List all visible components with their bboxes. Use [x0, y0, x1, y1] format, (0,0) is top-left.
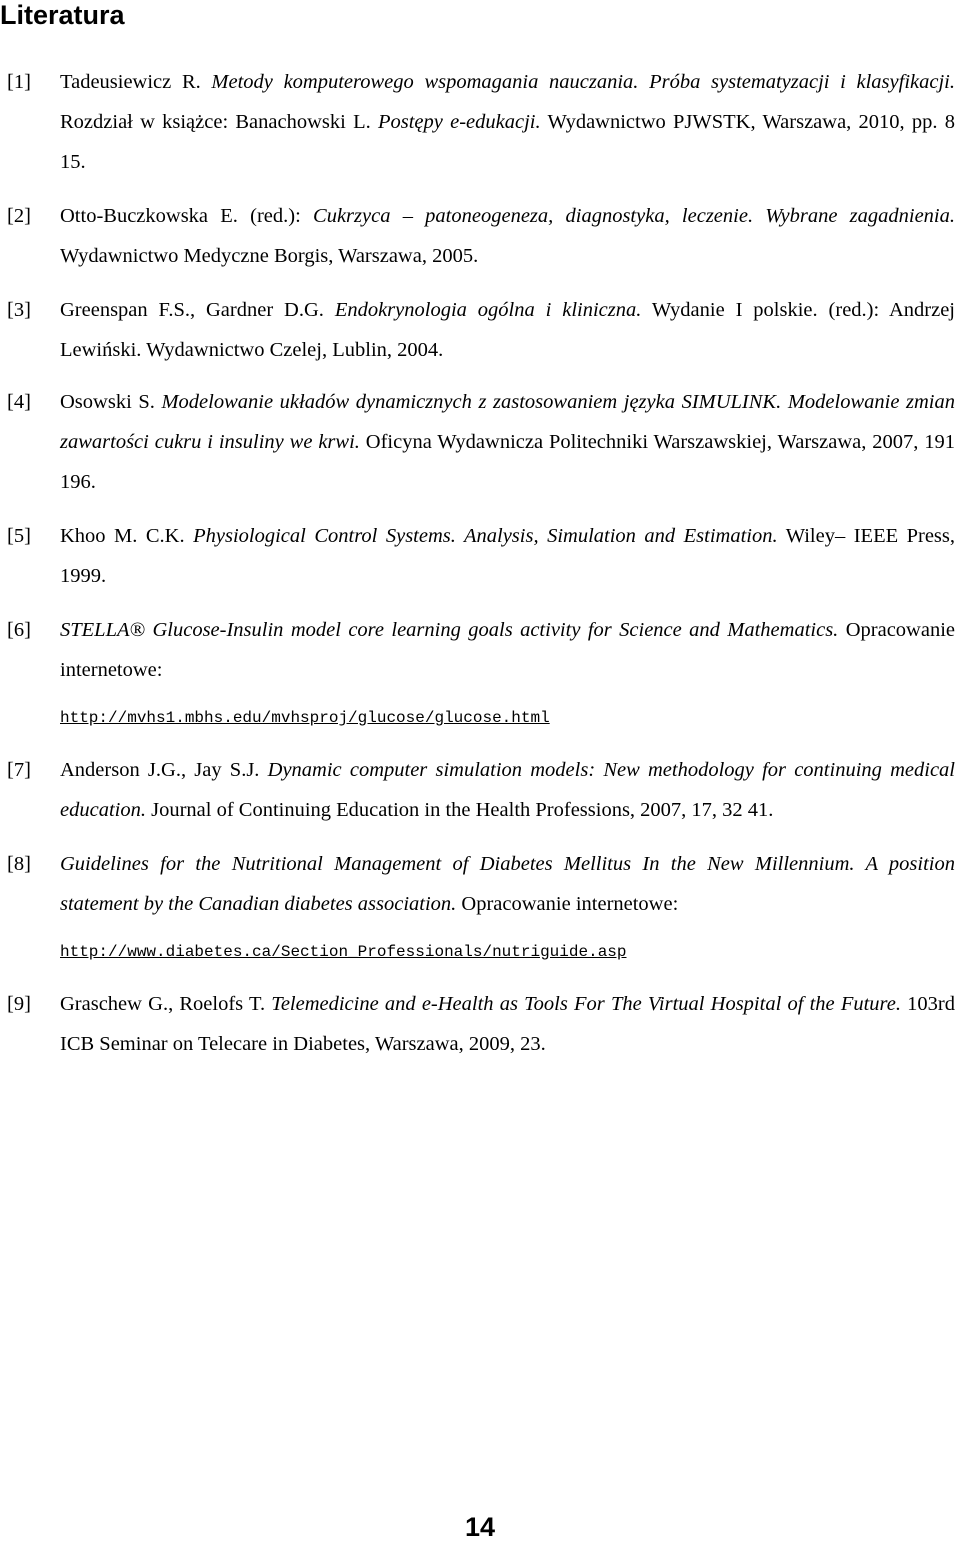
reference-number: [5] [7, 525, 31, 547]
reference-title: Metody komputerowego wspomagania nauczania. Próba systematyzacji i klasyfikacji. [211, 71, 955, 93]
reference-segment: Opracowanie internetowe: [60, 619, 955, 681]
reference-segment: Anderson J.G., Jay S.J. [60, 759, 268, 781]
reference-title: STELLA® Glucose-Insulin model core learning goals activity for Science and Mathematics. [60, 619, 839, 641]
reference-item [0, 610, 960, 736]
reference-number: [2] [7, 205, 31, 227]
reference-segment: Wydanie I polskie. (red.): Andrzej Lewiński. Wydawnictwo Czelej, Lublin, 2004. [60, 299, 955, 361]
reference-text [60, 750, 955, 830]
reference-number: [9] [7, 993, 31, 1015]
reference-segment: Greenspan F.S., Gardner D.G. [60, 299, 335, 321]
reference-item [0, 750, 960, 830]
reference-item [0, 62, 960, 182]
reference-spacer [0, 276, 960, 290]
reference-list [0, 62, 960, 1078]
reference-link[interactable]: http://www.diabetes.ca/Section_Professionals/nutriguide.asp [60, 943, 627, 961]
reference-segment: Oficyna Wydawnicza Politechniki Warszawskiej, Warszawa, 2007, 191 196. [60, 431, 955, 493]
reference-spacer [0, 182, 960, 196]
reference-segment: Wiley– IEEE Press, 1999. [60, 525, 956, 587]
reference-text [60, 984, 955, 1064]
reference-title: Telemedicine and e-Health as Tools For The Virtual Hospital of the Future. [271, 993, 901, 1015]
reference-title: Modelowanie układów dynamicznych z zastosowaniem języka SIMULINK. Modelowanie zmian zawartości cukru i insuliny we krwi. [60, 391, 955, 453]
reference-item [0, 196, 960, 276]
reference-spacer [0, 970, 960, 984]
reference-spacer [0, 830, 960, 844]
reference-spacer [0, 736, 960, 750]
reference-segment: Otto-Buczkowska E. (red.): [60, 205, 314, 227]
reference-number: [7] [7, 759, 31, 781]
reference-segment: Rozdział w książce: Banachowski L. [60, 111, 378, 133]
reference-segment: Khoo M. C.K. [60, 525, 194, 547]
page-number-text: 14 [464, 1512, 496, 1542]
reference-spacer [0, 1064, 960, 1078]
reference-number: [1] [7, 71, 31, 93]
reference-number: [4] [7, 391, 31, 413]
reference-text [60, 290, 955, 370]
reference-item [0, 516, 960, 596]
reference-spacer [0, 596, 960, 610]
reference-title: Guidelines for the Nutritional Management of Diabetes Mellitus In the New Millennium. A position statement by the Canadian diabetes association. [60, 853, 955, 915]
reference-number: [6] [7, 619, 31, 641]
reference-number: [8] [7, 853, 31, 875]
reference-text [60, 610, 955, 736]
reference-segment: Opracowanie internetowe: [456, 893, 679, 915]
reference-text [60, 62, 955, 182]
reference-item [0, 382, 960, 502]
reference-title: Cukrzyca – patoneogeneza, diagnostyka, leczenie. Wybrane zagadnienia. [313, 205, 955, 227]
reference-segment: 103rd ICB Seminar on Telecare in Diabetes, Warszawa, 2009, 23. [60, 993, 955, 1055]
reference-item [0, 844, 960, 970]
reference-segment: Wydawnictwo PJWSTK, Warszawa, 2010, pp. 8 15. [60, 111, 955, 173]
reference-item [0, 290, 960, 370]
reference-spacer [0, 502, 960, 516]
reference-text [60, 844, 955, 970]
reference-item [0, 984, 960, 1064]
reference-segment: Journal of Continuing Education in the Health Professions, 2007, 17, 32 41. [145, 799, 774, 821]
reference-text [60, 382, 955, 502]
reference-number: [3] [7, 299, 31, 321]
reference-segment: Osowski S. [60, 391, 162, 413]
reference-title: Dynamic computer simulation models: New methodology for continuing medical education. [60, 759, 955, 821]
reference-segment: Tadeusiewicz R. [60, 71, 212, 93]
reference-text [60, 196, 955, 276]
page-number [0, 1512, 960, 1543]
reference-segment: Wydawnictwo Medyczne Borgis, Warszawa, 2005. [60, 245, 479, 267]
reference-title: Postępy e-edukacji. [377, 111, 541, 133]
reference-spacer [0, 370, 960, 382]
reference-title: Endokrynologia ogólna i kliniczna. [334, 299, 642, 321]
reference-text [60, 516, 955, 596]
reference-link[interactable]: http://mvhs1.mbhs.edu/mvhsproj/glucose/glucose.html [60, 709, 550, 727]
reference-title: Physiological Control Systems. Analysis, Simulation and Estimation. [193, 525, 778, 547]
page-title: Literatura [0, 0, 125, 30]
reference-segment: Graschew G., Roelofs T. [60, 993, 272, 1015]
